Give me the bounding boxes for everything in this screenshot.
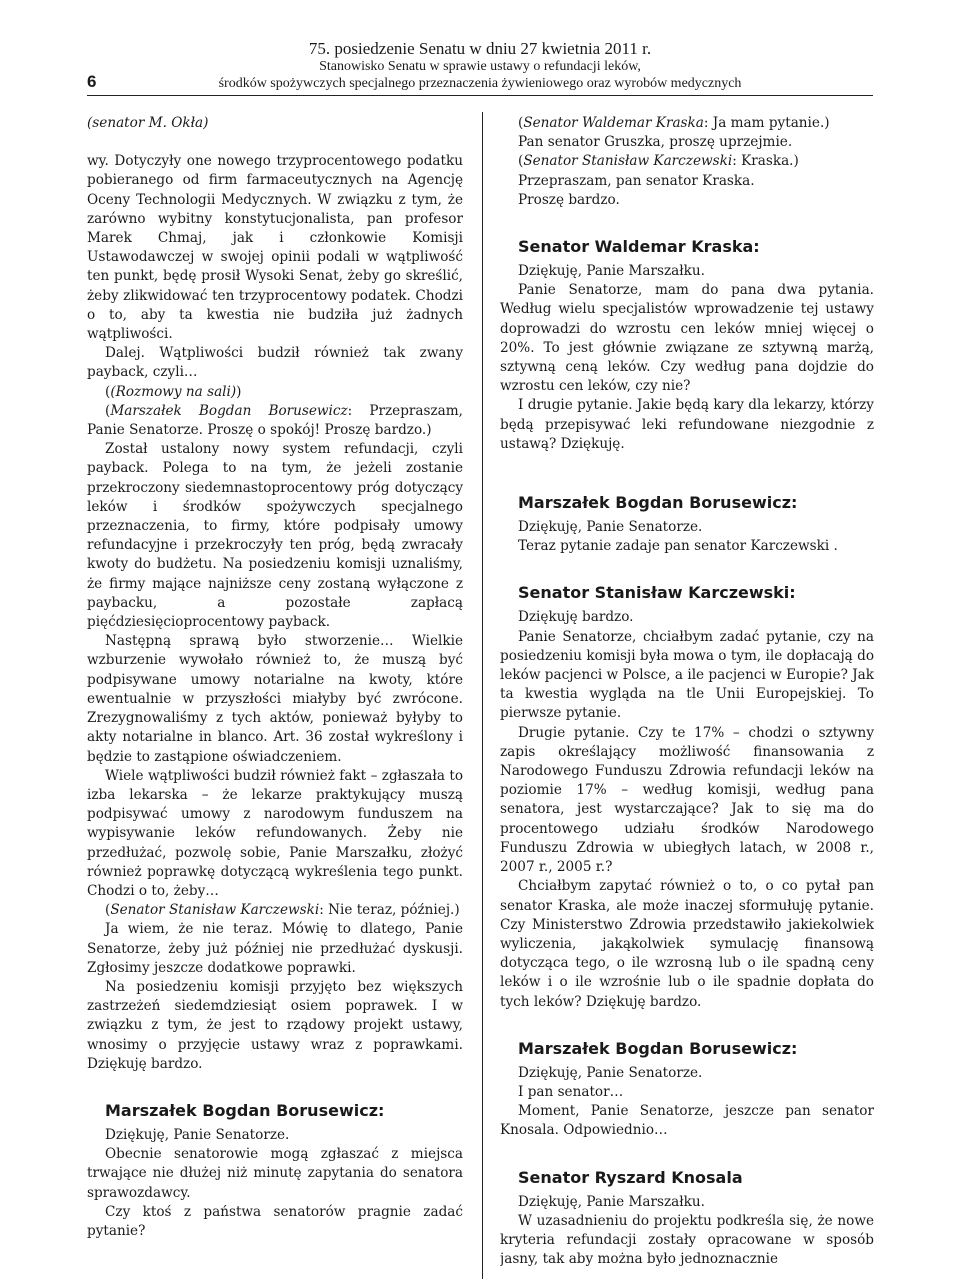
column-divider [482, 112, 483, 1279]
paragraph: I drugie pytanie. Jakie będą kary dla lekarzy, którzy będą przepisywać leki refundowane niezgodnie z ustawą? Dziękuję. [500, 397, 874, 452]
header-title: 75. posiedzenie Senatu w dniu 27 kwietnia 2011 r. [308, 39, 652, 58]
interjection-text: : Ja mam pytanie.) [703, 115, 830, 131]
paragraph: Proszę bardzo. [518, 191, 620, 208]
paragraph: Dziękuję, Panie Marszałku. [518, 1193, 705, 1210]
paragraph: Następną sprawą było stworzenie… Wielkie wzburzenie wywołało również to, że muszą być podpisywane umowy notarialne na kwoty, które ewentualnie w przyszłości miałyby być zwrócone. Zrezygnowaliśmy z tych aktów, ponieważ byłyby to akty notarialne in blanco. Art. 36 został wykreślony i będzie to zastąpione oświadczeniem. [87, 633, 463, 765]
paragraph: Panie Senatorze, chciałbym zadać pytanie, czy na posiedzeniu komisji była mowa o tym, ile dopłacają do leków pacjenci w Polsce, a ile pacjenci w Europie? Jak ta kwestia wygląda na tle Unii Europejskiej. To pierwsze pytanie. [500, 628, 874, 722]
interjection: (Senator Waldemar Kraska: Ja mam pytanie.) [518, 115, 830, 131]
paragraph: Drugie pytanie. Czy te 17% – chodzi o sztywny zapis określający możliwość finansowania z Narodowego Funduszu Zdrowia refundacji leków na poziomie 17% – według komisji, według pana senatora, jest wystarczające? Jak to się ma do procentowego udziału środków Narodowego Funduszu Zdrowia w ubiegłych latach, w 2008 r., 2007 r., 2005 r.? [500, 724, 874, 876]
interjection-speaker: Senator Waldemar Kraska [523, 115, 704, 131]
paragraph: Na posiedzeniu komisji przyjęto bez większych zastrzeżeń siedemdziesiąt osiem poprawek. I w związku z tym, że jest to rządowy projekt ustawy, wnosimy o przyjęcie ustawy wraz z poprawkami. Dziękuję bardzo. [87, 978, 463, 1072]
paragraph: Wiele wątpliwości budził również fakt – zgłaszała to izba lekarska – że lekarze praktykujący muszą podpisywać umowy z narodowym funduszem na wypisywanie leków refundowanych. Żeby nie przedłużać, pozwolę sobie, Panie Marszałku, złożyć również poprawkę dotyczącą wykreślenia tego punkt. Chodzi o to, żeby… [87, 767, 463, 899]
paragraph: Chciałbym zapytać również o to, o co pytał pan senator Kraska, ale może inaczej sformułuję pytanie. Czy Ministerstwo Zdrowia przedstawiło jakiekolwiek wyliczenia, jakąkolwiek symulację finansową dotycząca tego, o ile wzrosną lub o ile spadną ceny leków i o ile wzrośnie lub o ile spadnie dopłata do tych leków? Dziękuję bardzo. [500, 878, 874, 1010]
header-subtitle-line2: środków spożywczych specjalnego przeznaczenia żywieniowego oraz wyrobów medycznych [218, 76, 742, 91]
paragraph: Panie Senatorze, mam do pana dwa pytania. Według wielu specjalistów wprowadzenie tej ustawy doprowadzi do wzrostu cen leków mniej więcej o 20%. To jest głównie związane ze sztywną marżą, sztywną ceną leków. Czy według pana dojdzie do wzrostu cen leków, czy nie? [500, 282, 874, 395]
paragraph: Został ustalony nowy system refundacji, czyli payback. Polega to na tym, że jeżeli zostanie przekroczony siedemnastoprocentowy próg dotyczący leków i środków spożywczych specjalnego przeznaczenia, to firmy, które podpisały umowy refundacyjne i przekroczyły ten próg, będą zwracały kwoty do budżetu. Na posiedzeniu komisji uznaliśmy, że firmy mające najniższe ceny zostaną wyłączone z paybacku, a pozostałe zapłacą pięćdziesięcioprocentowy payback. [87, 441, 463, 631]
interjection: (Senator Stanisław Karczewski: Kraska.) [518, 153, 799, 170]
interjection-text: : Nie teraz, później.) [319, 902, 460, 919]
paragraph: Czy ktoś z państwa senatorów pragnie zadać pytanie? [87, 1203, 463, 1239]
speaker-heading: Marszałek Bogdan Borusewicz: [518, 1038, 798, 1058]
interjection-speaker: Senator Stanisław Karczewski [523, 153, 733, 170]
interjection-speaker: Senator Stanisław Karczewski [110, 902, 320, 919]
interjection: (Marszałek Bogdan Borusewicz: Przepraszam, Panie Senatorze. Proszę o spokój! Proszę bardzo.) [87, 402, 463, 439]
paragraph: Moment, Panie Senatorze, jeszcze pan senator Knosala. Odpowiednio… [500, 1103, 874, 1139]
header-rule [87, 95, 873, 96]
paragraph: Pan senator Gruszka, proszę uprzejmie. [518, 134, 793, 151]
speaker-heading: Marszałek Bogdan Borusewicz: [518, 493, 798, 513]
paragraph: Dziękuję, Panie Senatorze. [105, 1126, 290, 1143]
speaker-heading: Senator Ryszard Knosala [518, 1167, 743, 1187]
stage-direction-text: (Rozmowy na sali) [110, 383, 237, 400]
paragraph: I pan senator… [518, 1083, 624, 1100]
speaker-heading: Marszałek Bogdan Borusewicz: [105, 1100, 385, 1120]
paragraph: Ja wiem, że nie teraz. Mówię to dlatego, Panie Senatorze, żeby już później nie przedłużać dyskusji. Zgłosimy jeszcze dodatkowe poprawki. [87, 921, 463, 976]
paragraph: Teraz pytanie zadaje pan senator Karczewski . [518, 538, 838, 555]
interjection-text: : Kraska.) [732, 153, 799, 170]
page-header [150, 39, 810, 92]
paragraph: Obecnie senatorowie mogą zgłaszać z miejsca trwające nie dłużej niż minutę zapytania do senatora sprawozdawcy. [87, 1146, 463, 1201]
continuation-marker: (senator M. Okła) [87, 115, 209, 131]
paragraph: Dziękuję, Panie Marszałku. [518, 263, 705, 280]
page-number: 6 [87, 72, 97, 91]
paragraph: Dalej. Wątpliwości budził również tak zwany payback, czyli… [87, 345, 463, 381]
stage-direction: ((Rozmowy na sali)) [105, 383, 242, 400]
interjection-text: : Przepraszam, Panie Senatorze. Proszę o spokój! Proszę bardzo.) [87, 402, 463, 439]
paragraph: Dziękuję, Panie Senatorze. [518, 519, 703, 536]
interjection-speaker: Marszałek Bogdan Borusewicz [110, 402, 348, 419]
paragraph: wy. Dotyczyły one nowego trzyprocentowego podatku pobieranego od firm farmaceutycznych na Agencję Oceny Technologii Medycznych. W związku z tym, że zarówno wybitny konstytucjonalista, pan profesor Marek Chmaj, jak i członkowie Komisji Ustawodawczej w swojej opinii podali w wątpliwość ten punkt, będę prosił Wysoki Senat, żeby go skreślić, żeby zlikwidować ten trzyprocentowy podatek. Chodzi o to, aby ta kwestia nie budziła już żadnych wątpliwości. [87, 153, 463, 343]
right-column [500, 114, 874, 1279]
speaker-heading: Senator Waldemar Kraska: [518, 237, 760, 257]
paragraph: Dziękuję bardzo. [518, 609, 634, 626]
paragraph: Przepraszam, pan senator Kraska. [518, 172, 755, 189]
speaker-heading: Senator Stanisław Karczewski: [518, 583, 796, 603]
interjection: (Senator Stanisław Karczewski: Nie teraz, później.) [105, 902, 460, 919]
left-column [87, 114, 463, 1279]
paragraph: W uzasadnieniu do projektu podkreśla się, że nowe kryteria refundacji zostały opracowane w sposób jasny, tak aby można było jednoznacznie [500, 1212, 874, 1268]
paragraph: Dziękuję, Panie Senatorze. [518, 1064, 703, 1081]
header-subtitle-line1: Stanowisko Senatu w sprawie ustawy o refundacji leków, [319, 59, 641, 74]
